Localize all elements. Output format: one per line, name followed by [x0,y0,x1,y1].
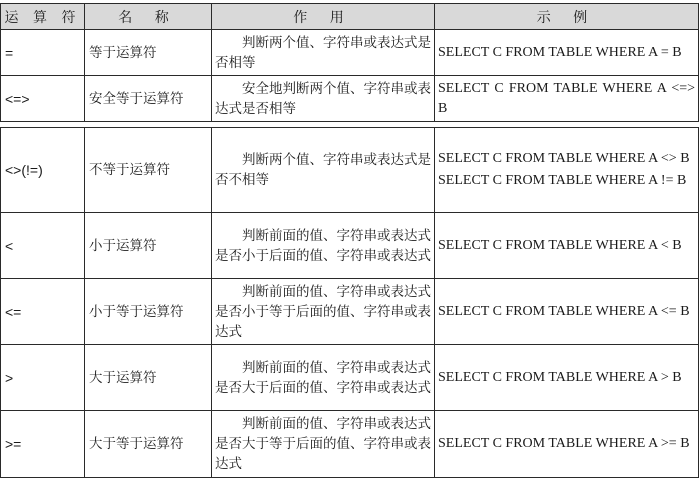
example-cell [435,411,699,478]
example-cell [435,279,699,345]
example-cell [435,128,699,213]
name-cell: 大于运算符 [85,345,212,411]
table-header-row [1,4,699,30]
table-row [1,213,699,279]
header-name: 名 称 [85,4,212,30]
name-cell: 等于运算符 [85,30,212,76]
function-cell: 判断两个值、字符串或表达式是否不相等 [212,128,435,213]
example-cell [435,76,699,122]
operator-cell: <= [1,279,85,345]
operator-cell: >= [1,411,85,478]
function-cell: 判断两个值、字符串或表达式是否相等 [212,30,435,76]
example-text: SELECT C FROM TABLE WHERE A <> B [438,151,690,166]
table-row [1,345,699,411]
table-row [1,30,699,76]
example-text: SELECT C FROM TABLE WHERE A < B [438,237,682,253]
example-text: SELECT C FROM TABLE WHERE A <= B [438,303,690,319]
table-row [1,76,699,122]
table-row [1,411,699,478]
example-text: SELECT C FROM TABLE WHERE A = B [438,44,682,60]
operator-cell: < [1,213,85,279]
example-cell [435,30,699,76]
function-cell: 判断前面的值、字符串或表达式是否大于等于后面的值、字符串或表达式 [212,411,435,478]
example-text: SELECT C FROM TABLE WHERE A >= B [438,436,690,451]
name-cell: 安全等于运算符 [85,76,212,122]
example-cell [435,345,699,411]
operator-table [0,3,699,478]
operator-cell: <>(!=) [1,128,85,213]
operator-cell: > [1,345,85,411]
name-cell: 不等于运算符 [85,128,212,213]
function-cell: 安全地判断两个值、字符串或表达式是否相等 [212,76,435,122]
header-operator: 运 算 符 [1,4,85,30]
table-row [1,128,699,213]
header-function: 作 用 [212,4,435,30]
function-cell: 判断前面的值、字符串或表达式是否小于等于后面的值、字符串或表达式 [212,279,435,345]
function-cell: 判断前面的值、字符串或表达式是否大于后面的值、字符串或表达式 [212,345,435,411]
header-example: 示 例 [435,4,699,30]
name-cell: 大于等于运算符 [85,411,212,478]
function-cell: 判断前面的值、字符串或表达式是否小于后面的值、字符串或表达式 [212,213,435,279]
name-cell: 小于运算符 [85,213,212,279]
example-cell [435,213,699,279]
example-text: SELECT C FROM TABLE WHERE A <=> B [438,80,695,116]
example-text: SELECT C FROM TABLE WHERE A != B [438,173,687,188]
operator-cell: = [1,30,85,76]
table-row [1,279,699,345]
name-cell: 小于等于运算符 [85,279,212,345]
operator-cell: <=> [1,76,85,122]
example-text: SELECT C FROM TABLE WHERE A > B [438,369,682,385]
